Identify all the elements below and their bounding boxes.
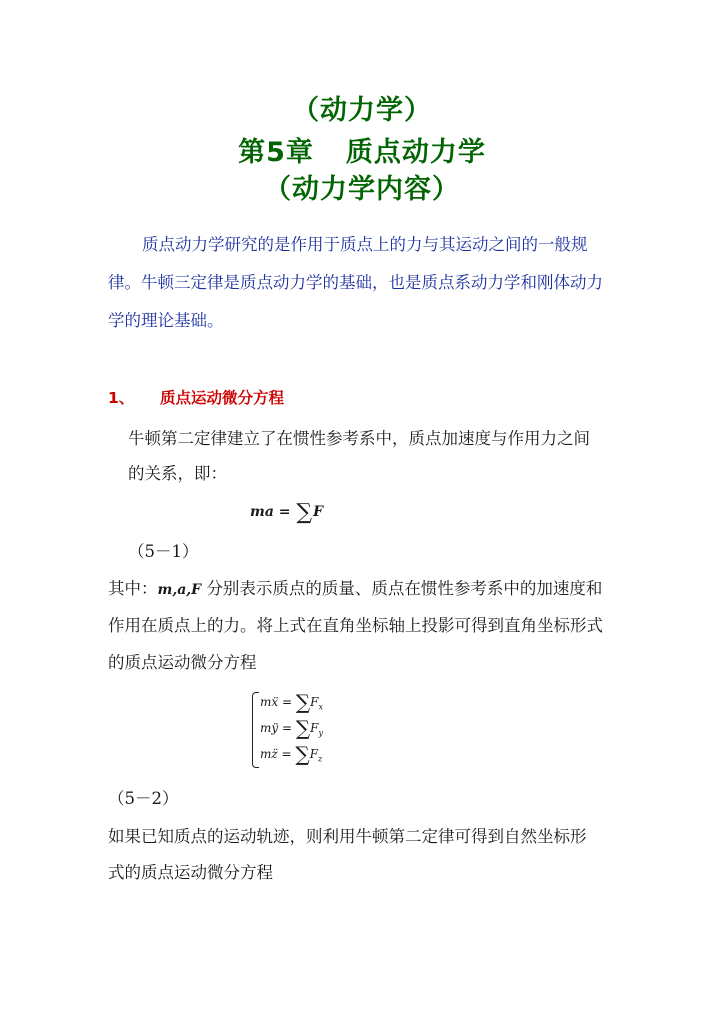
paragraph-3-line-1: 如果已知质点的运动轨迹，则利用牛顿第二定律可得到自然坐标形 [108,827,587,846]
chapter-name: 质点动力学 [345,137,486,168]
paragraph-2-line-1: 其中：m,a,F 分别表示质点的质量、质点在惯性参考系中的加速度和 [108,579,603,598]
equation-row-y: mÿ = $\sum F_y$ [260,716,324,740]
equation-5-1: ma = ∑F [250,500,324,525]
inline-math-symbols: m,a,F [157,582,202,598]
chapter-label: 第5章 [238,137,314,168]
paragraph-2-line-3: 的质点运动微分方程 [108,653,257,672]
left-brace [252,692,259,768]
paragraph-1-line-1: 牛顿第二定律建立了在惯性参考系中，质点加速度与作用力之间 [128,429,590,448]
content-subtitle: （动力学内容） [264,174,460,205]
section-number: 1、 [108,389,135,407]
paragraph-3-line-2: 式的质点运动微分方程 [108,863,273,882]
intro-line-1: 质点动力学研究的是作用于质点上的力与其运动之间的一般规 [142,235,588,254]
equation-system-5-2 [252,690,332,768]
equation-label-5-1: （5－1） [128,542,199,561]
intro-line-2: 律。牛顿三定律是质点动力学的基础，也是质点系动力学和刚体动力 [108,273,603,292]
equation-label-5-2: （5－2） [108,789,179,808]
subject-title: （动力学） [292,95,432,126]
equation-row-x: mẍ = $\sum F_x$ [260,690,323,714]
chapter-title [0,135,724,171]
paragraph-2-line-2: 作用在质点上的力。将上式在直角坐标轴上投影可得到直角坐标形式 [108,616,603,635]
intro-line-3: 学的理论基础。 [108,311,224,330]
equation-row-z: mz̈ = $\sum F_z$ [260,742,323,766]
paragraph-1-line-2: 的关系，即： [128,464,227,483]
section-title: 质点运动微分方程 [160,389,285,407]
